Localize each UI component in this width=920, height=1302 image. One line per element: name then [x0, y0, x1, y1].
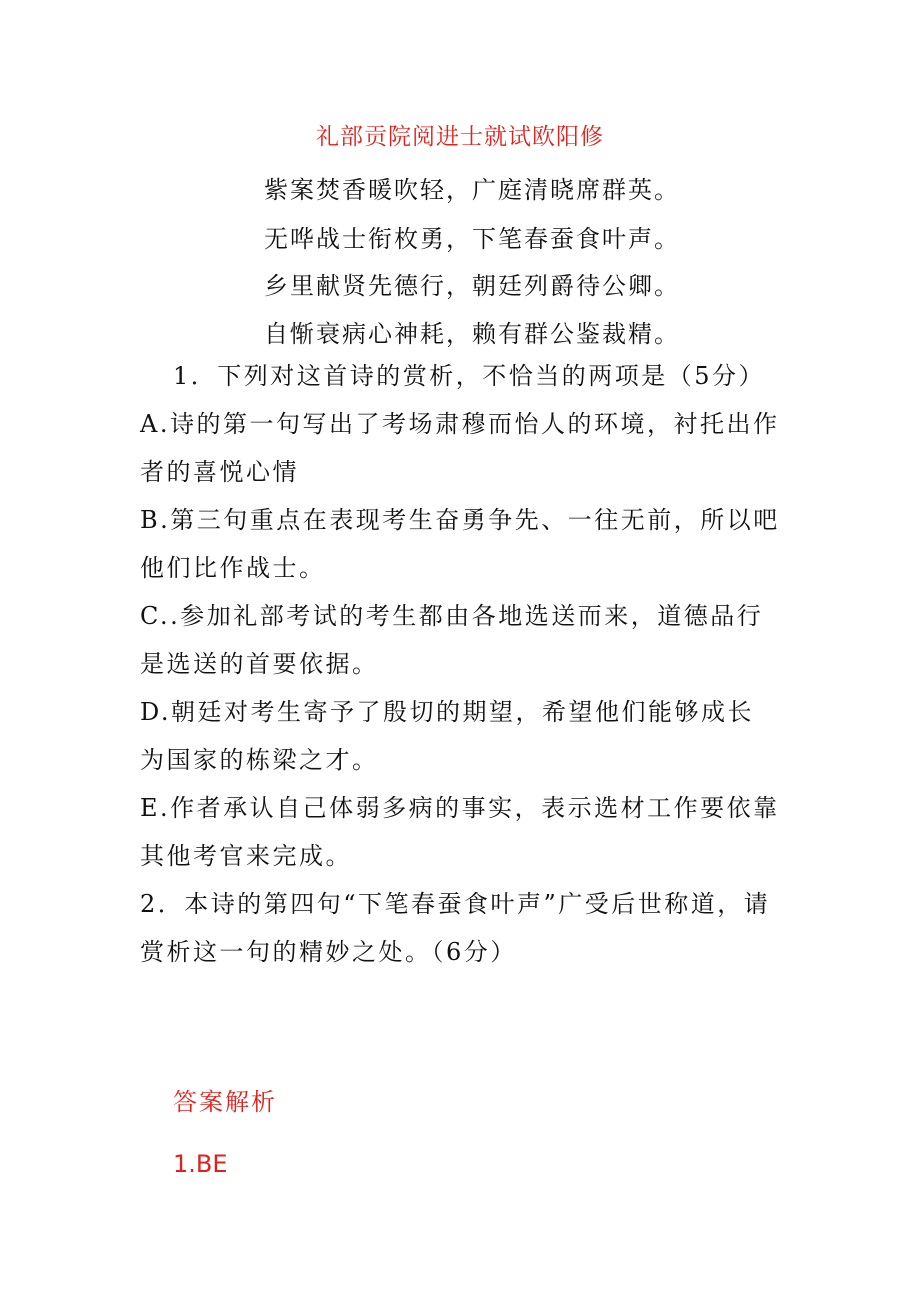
option-b: B.第三句重点在表现考生奋勇争先、一往无前，所以吧他们比作战士。: [140, 506, 780, 582]
poem-line-1: 紫案焚香暖吹轻，广庭清晓席群英。: [264, 176, 680, 204]
question-1-stem: 1．下列对这首诗的赏析，不恰当的两项是（5分）: [173, 362, 766, 390]
question-2: 2．本诗的第四句“下笔春蚕食叶声”广受后世称道，请赏析这一句的精妙之处。（6分）: [140, 890, 771, 966]
poem-line-2: 无哗战士衔枚勇，下笔春蚕食叶声。: [264, 225, 680, 253]
option-e: E.作者承认自己体弱多病的事实，表示选材工作要依靠其他考官来完成。: [140, 794, 780, 870]
poem-title: 礼部贡院阅进士就试欧阳修: [316, 124, 604, 150]
answer-item-1: 1.BE: [173, 1150, 228, 1178]
answer-heading: 答案解析: [173, 1088, 277, 1116]
poem-line-4: 自惭衰病心神耗，赖有群公鉴裁精。: [264, 320, 680, 348]
poem-line-3: 乡里献贤先德行，朝廷列爵待公卿。: [264, 272, 680, 300]
option-d: D.朝廷对考生寄予了殷切的期望，希望他们能够成长为国家的栋梁之才。: [140, 698, 755, 774]
option-a: A.诗的第一句写出了考场肃穆而怡人的环境，衬托出作者的喜悦心情: [140, 410, 780, 486]
option-c: C..参加礼部考试的考生都由各地选送而来，道德品行是选送的首要依据。: [140, 602, 764, 678]
